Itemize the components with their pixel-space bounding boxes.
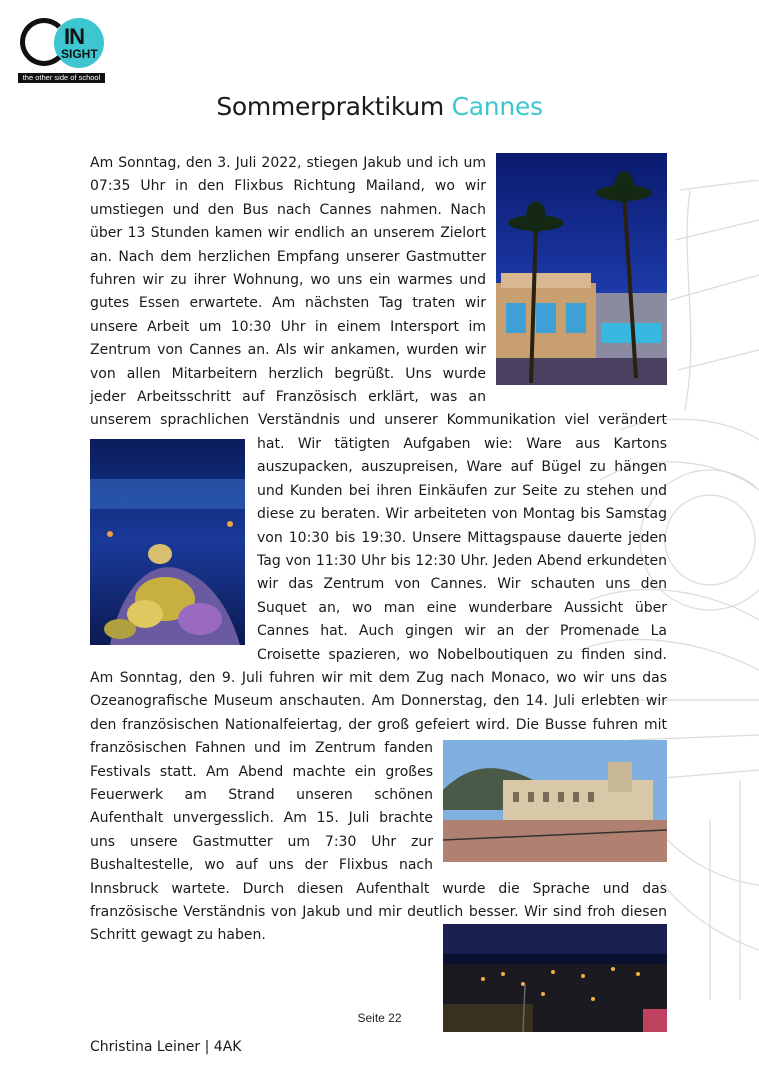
article-paragraph-3: französischen Fahnen und im Zentrum fanden Festivals statt. Am Abend machte ein großes Feuerwerk am Strand unseren schönen Aufenthalt unvergesslich. Am 15. Juli brachte uns unsere Gastmutter um 7:30 Uhr zur Bushaltestelle, wo auf uns der Flixbus nach Innsbruck wartete. Durch diesen Aufenthalt wurde die Sprache und das französische Verständnis von Jakub und mir deutlich besser. Wir sind froh diesen Schritt gewagt zu haben.	[90, 740, 667, 944]
cannes-night-street-photo	[496, 153, 667, 385]
insight-logo	[18, 16, 108, 86]
logo-tagline: the other side of school	[18, 73, 105, 83]
article-author: Christina Leiner | 4AK	[90, 1039, 242, 1056]
title-main: Sommerpraktikum	[216, 92, 444, 121]
page-number: Seite 22	[357, 1011, 402, 1025]
aquarium-coral-photo	[90, 439, 245, 645]
monaco-palace-photo	[443, 740, 667, 862]
page-title	[0, 92, 759, 121]
article-paragraph-1: Am Sonntag, den 3. Juli 2022, stiegen Jakub und ich um 07:35 Uhr in den Flixbus Richtung Mailand, wo wir umstiegen und den Bus nach Cannes nahmen. Nach über 13 Stunden kamen wir endlich an unserem Zielort an. Nach dem herzlichen Empfang unserer Gastmutter fuhren wir zu ihrer Wohnung, wo uns ein warmes und gutes Essen erwartete. Am nächsten Tag traten wir unsere Arbeit um 10:30 Uhr in einem Intersport im Zentrum von Cannes an. Als wir ankamen, wurden wir von allen Mitarbeitern herzlich begrüßt. Uns wurde jeder Arbeitsschritt auf Französisch erklärt, was an unserem sprachlichen Verständnis und unserer Kommunikation viel verändert hat. Wir tätigten Aufgaben wie: Ware aus	[90, 155, 667, 452]
logo-in-text: IN	[64, 24, 84, 49]
logo-sight-text: SIGHT	[61, 47, 98, 61]
title-accent: Cannes	[451, 92, 543, 121]
article-body	[90, 152, 667, 1060]
article-paragraph-2: Kartons auszupacken, auszupreisen, Ware auf Bügel zu hängen und Kunden bei ihren Einkäufen zur Seite zu stehen und diese zu beraten. Wir arbeiteten von Montag bis Samstag von 10:30 bis 19:30. Unsere Mittagspause dauerte jeden Tag von 11:30 Uhr bis 12:30 Uhr. Jeden Abend erkundeten wir das Zentrum von Cannes. Wir schauten uns den Suquet an, wo man eine wunderbare Aussicht über Cannes hat. Auch gingen wir an der Promenade La Croisette spazieren, wo Nobelboutiquen zu finden sind. Am Sonntag, den 9. Juli fuhren wir mit dem Zug nach Monaco, wo wir uns das Ozeanografische Museum anschauten. Am Donnerstag, den 14. Juli erlebten wir den französischen Nationalfeiertag, der groß gefeiert wird. Die Busse fuhren mit	[90, 435, 667, 733]
